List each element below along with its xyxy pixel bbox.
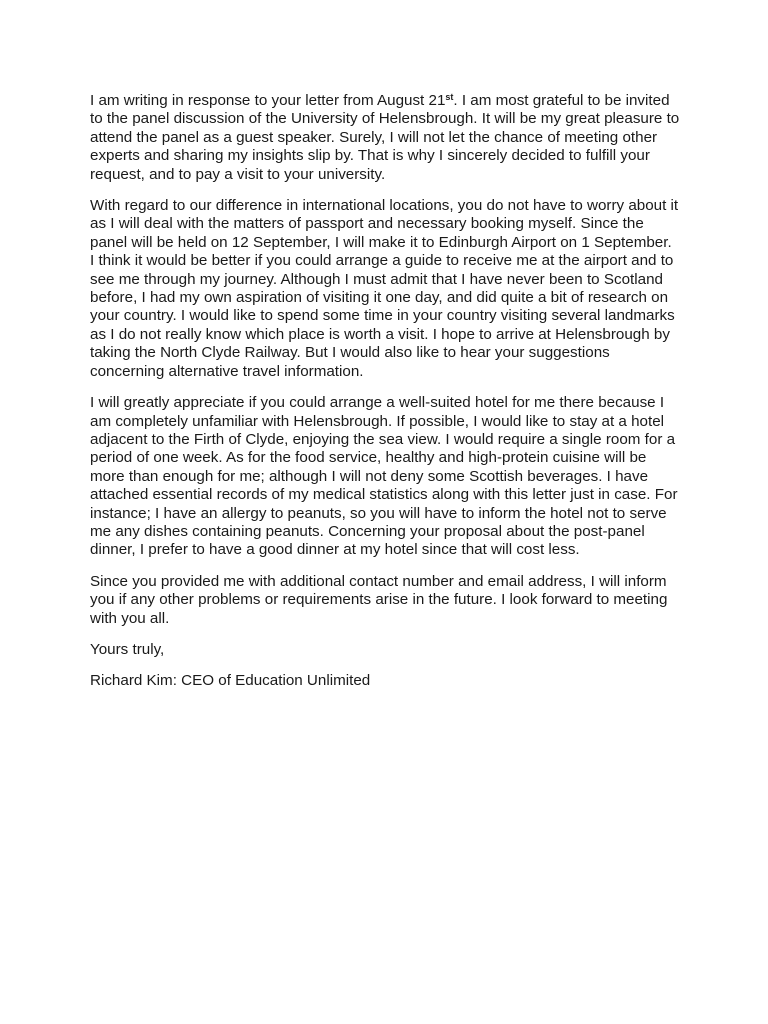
text-line <box>90 92 710 110</box>
paragraph-1 <box>90 92 710 184</box>
text-line: I will greatly appreciate if you could arrange a well-suited hotel for me there because I <box>90 394 665 412</box>
text-line: dinner, I prefer to have a good dinner at my hotel since that will cost less. <box>90 541 580 559</box>
text-fragment: . I am most grateful to be invited <box>453 92 670 109</box>
text-line: experts and sharing my insights slip by. That is why I sincerely decided to fulfill your <box>90 147 650 165</box>
text-line: request, and to pay a visit to your university. <box>90 165 386 183</box>
text-line: With regard to our difference in international locations, you do not have to worry about it <box>90 197 679 215</box>
text-line: to the panel discussion of the University of Helensbrough. It will be my great pleasure to <box>90 110 680 128</box>
text-line: am completely unfamiliar with Helensbrough. If possible, I would like to stay at a hotel <box>90 412 665 430</box>
text-line: as I do not really know which place is worth a visit. I hope to arrive at Helensbrough by <box>90 325 670 343</box>
text-line: as I will deal with the matters of passport and necessary booking myself. Since the <box>90 215 644 233</box>
text-line: with you all. <box>90 609 170 627</box>
paragraph-2 <box>90 197 710 381</box>
text-line: I think it would be better if you could arrange a guide to receive me at the airport and to <box>90 252 674 270</box>
paragraph-4 <box>90 573 710 628</box>
text-line: see me through my journey. Although I must admit that I have never been to Scotland <box>90 270 663 288</box>
text-line: more than enough for me; although I will not deny some Scottish beverages. I have <box>90 467 649 485</box>
paragraph-3 <box>90 394 710 560</box>
superscript-ordinal: st <box>445 92 454 102</box>
text-line: instance; I have an allergy to peanuts, so you will have to inform the hotel not to serve <box>90 504 667 522</box>
text-line: attend the panel as a guest speaker. Surely, I will not let the chance of meeting other <box>90 128 658 146</box>
text-fragment: I am writing in response to your letter from August 21 <box>90 92 446 109</box>
text-line: taking the North Clyde Railway. But I would also like to hear your suggestions <box>90 344 610 362</box>
text-line: attached essential records of my medical statistics along with this letter just in case. For <box>90 486 678 504</box>
text-line: concerning alternative travel information. <box>90 362 364 380</box>
text-line: Since you provided me with additional contact number and email address, I will inform <box>90 572 667 590</box>
text-line: your country. I would like to spend some time in your country visiting several landmarks <box>90 307 675 325</box>
text-line: me any dishes containing peanuts. Concerning your proposal about the post-panel <box>90 522 645 540</box>
text-line: period of one week. As for the food service, healthy and high-protein cuisine will be <box>90 449 647 467</box>
signature-line: Richard Kim: CEO of Education Unlimited <box>90 672 371 690</box>
text-line: adjacent to the Firth of Clyde, enjoying the sea view. I would require a single room for a <box>90 430 676 448</box>
text-line: before, I had my own aspiration of visiting it one day, and did quite a bit of research on <box>90 289 669 307</box>
text-line: panel will be held on 12 September, I will make it to Edinburgh Airport on 1 September. <box>90 233 672 251</box>
closing-line: Yours truly, <box>90 640 165 658</box>
letter-body <box>90 92 710 704</box>
text-line: you if any other problems or requirements arise in the future. I look forward to meeting <box>90 591 668 609</box>
